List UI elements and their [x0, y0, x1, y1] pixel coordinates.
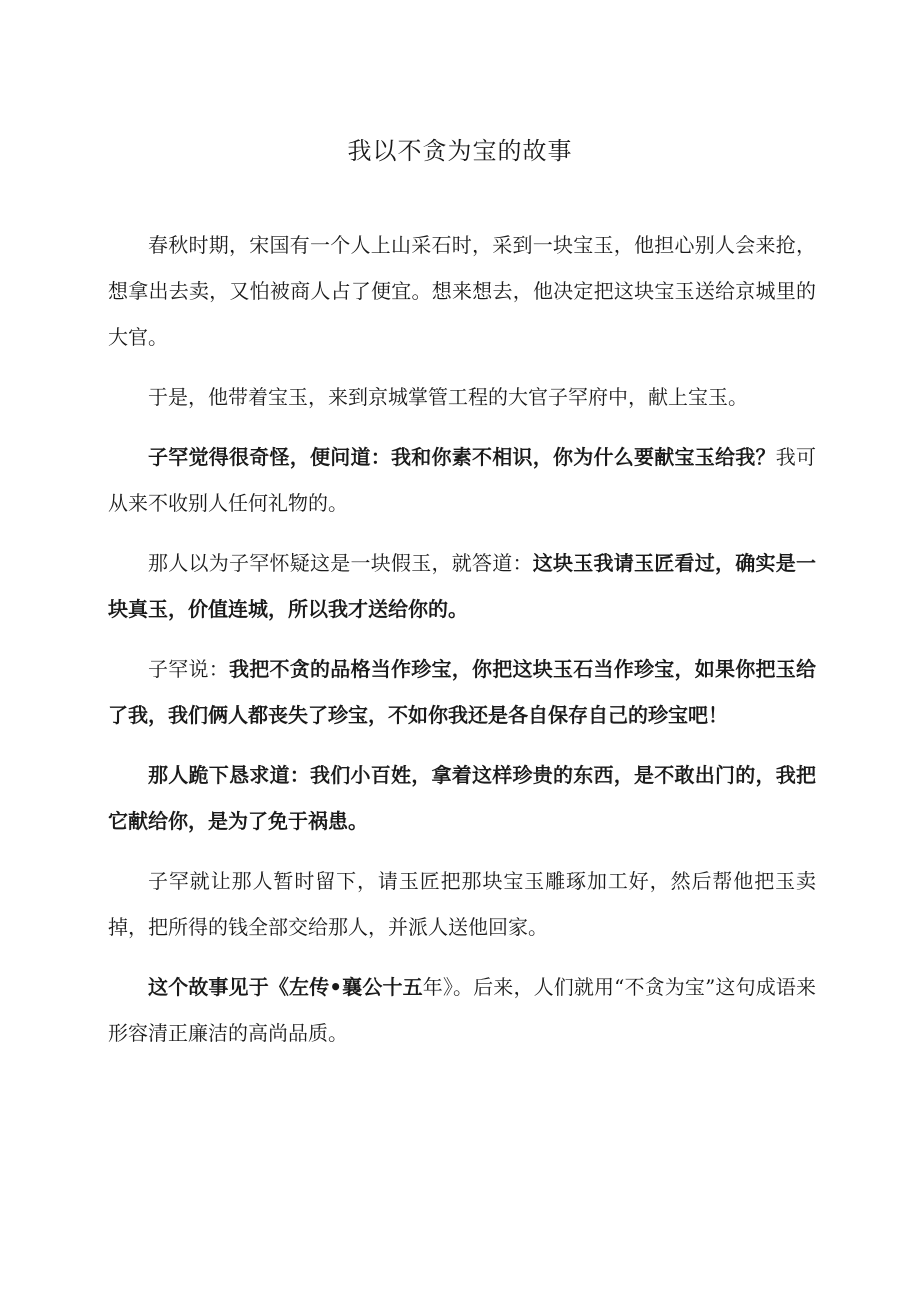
- paragraph-5: [108, 646, 816, 738]
- paragraph-text: 子罕说：: [148, 657, 229, 681]
- paragraph-text: 那人以为子罕怀疑这是一块假玉，就答道：: [148, 551, 533, 575]
- paragraph-text: 子罕就让那人暂时留下，请玉匠把那块宝玉雕琢加工好，然后帮他把玉卖掉，把所得的钱全部交给那人，并派人送他回家。: [108, 869, 816, 939]
- paragraph-text-bold: 那人跪下恳求道：我们小百姓，拿着这样珍贵的东西，是不敢出门的，我把它献给你，是为了免于祸患。: [108, 763, 816, 833]
- paragraph-text: 年》。后来，人们就用“不贪为宝”这句成语来形容清正廉洁的高尚品质。: [108, 975, 816, 1045]
- paragraph-text: 于是，他带着宝玉，来到京城掌管工程的大官子罕府中，献上宝玉。: [148, 385, 748, 409]
- document-title: 我以不贪为宝的故事: [347, 137, 573, 165]
- paragraph-4: [108, 540, 816, 632]
- paragraph-text-bold: 这块玉我请玉匠看过，确实是一块真玉，价值连城，所以我才送给你的。: [108, 551, 816, 621]
- paragraph-text-bold: 子罕觉得很奇怪，便问道：我和你素不相识，你为什么要献宝玉给我？: [148, 445, 776, 469]
- paragraph-1: [108, 222, 816, 360]
- paragraph-7: [108, 858, 816, 950]
- document-body: [108, 222, 816, 1070]
- paragraph-8: [108, 964, 816, 1056]
- paragraph-text: 春秋时期，宋国有一个人上山采石时，采到一块宝玉，他担心别人会来抢，想拿出去卖，又怕被商人占了便宜。想来想去，他决定把这块宝玉送给京城里的大官。: [108, 233, 816, 349]
- paragraph-6: [108, 752, 816, 844]
- paragraph-text-bold: 这个故事见于《左传•襄公十五: [148, 975, 423, 999]
- paragraph-2: [108, 374, 816, 420]
- paragraph-text-bold: 我把不贪的品格当作珍宝，你把这块玉石当作珍宝，如果你把玉给了我，我们俩人都丧失了珍宝，不如你我还是各自保存自己的珍宝吧！: [108, 657, 816, 727]
- paragraph-3: [108, 434, 816, 526]
- paragraph-text: 我可从来不收别人任何礼物的。: [108, 445, 816, 515]
